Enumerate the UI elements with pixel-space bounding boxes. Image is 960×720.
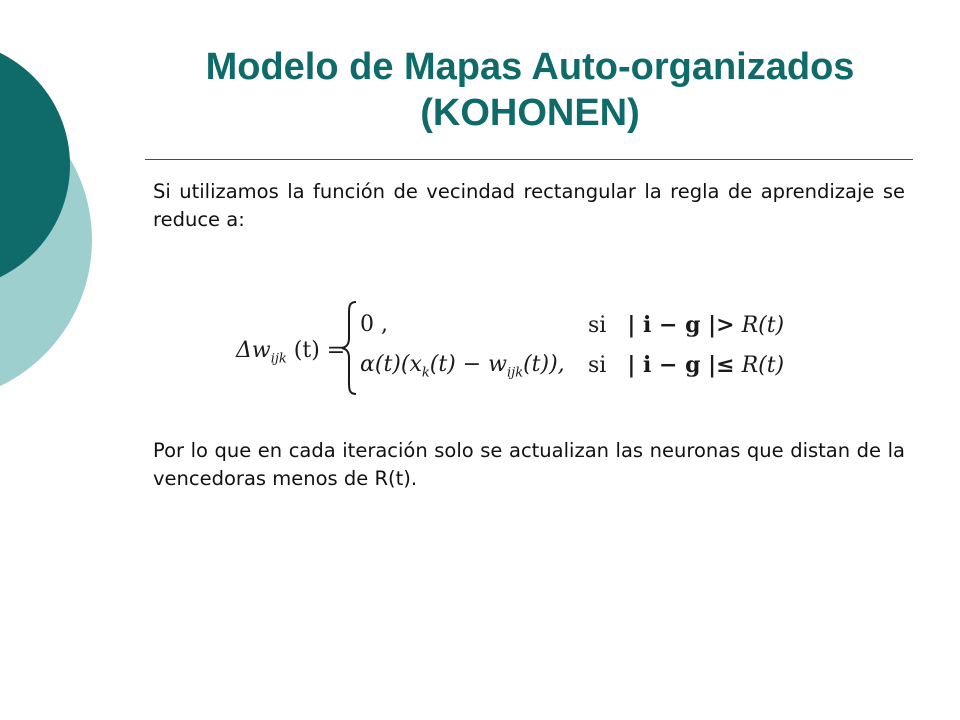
formula-case2-part-c: (t)), bbox=[523, 352, 565, 377]
slide-title-line2: (KOHONEN) bbox=[420, 92, 640, 134]
slide-title bbox=[150, 44, 910, 136]
formula-cond1-radius: R(t) bbox=[741, 313, 785, 338]
formula-brace bbox=[340, 300, 360, 396]
decorative-circles-graphic bbox=[0, 0, 120, 400]
formula-condition-greater bbox=[588, 312, 784, 338]
formula-condition-lessequal bbox=[588, 352, 784, 378]
formula-cond1-word: si bbox=[588, 313, 607, 338]
conclusion-paragraph: Por lo que en cada iteración solo se actualizan las neuronas que distan de la vencedoras menos de R(t). bbox=[153, 439, 905, 490]
formula-cond1-expr: | i − g |> bbox=[627, 312, 735, 338]
formula-case2-sub-k: k bbox=[421, 365, 430, 381]
formula-case2-part-a: α(t)(x bbox=[360, 352, 422, 377]
title-divider bbox=[145, 159, 913, 160]
formula-cond2-expr: | i − g |≤ bbox=[627, 352, 735, 378]
decorative-circles bbox=[0, 0, 120, 400]
formula-case-update bbox=[360, 352, 565, 380]
formula-cond2-radius: R(t) bbox=[741, 353, 785, 378]
formula-cond2-word: si bbox=[588, 353, 607, 378]
intro-paragraph: Si utilizamos la función de vecindad rectangular la regla de aprendizaje se reduce a: bbox=[153, 180, 905, 231]
formula-lhs bbox=[236, 338, 345, 366]
formula-case-zero: 0 , bbox=[360, 312, 388, 337]
formula-case2-sub-ijk: ijk bbox=[507, 365, 524, 381]
learning-rule-formula bbox=[236, 300, 785, 400]
formula-case2-part-b: (t) − w bbox=[429, 352, 508, 377]
formula-lhs-subscript: ijk bbox=[270, 351, 287, 367]
formula-lhs-symbol: Δw bbox=[236, 338, 271, 363]
slide-title-line1: Modelo de Mapas Auto-organizados bbox=[205, 46, 855, 88]
formula-lhs-rest: (t) = bbox=[293, 338, 346, 363]
